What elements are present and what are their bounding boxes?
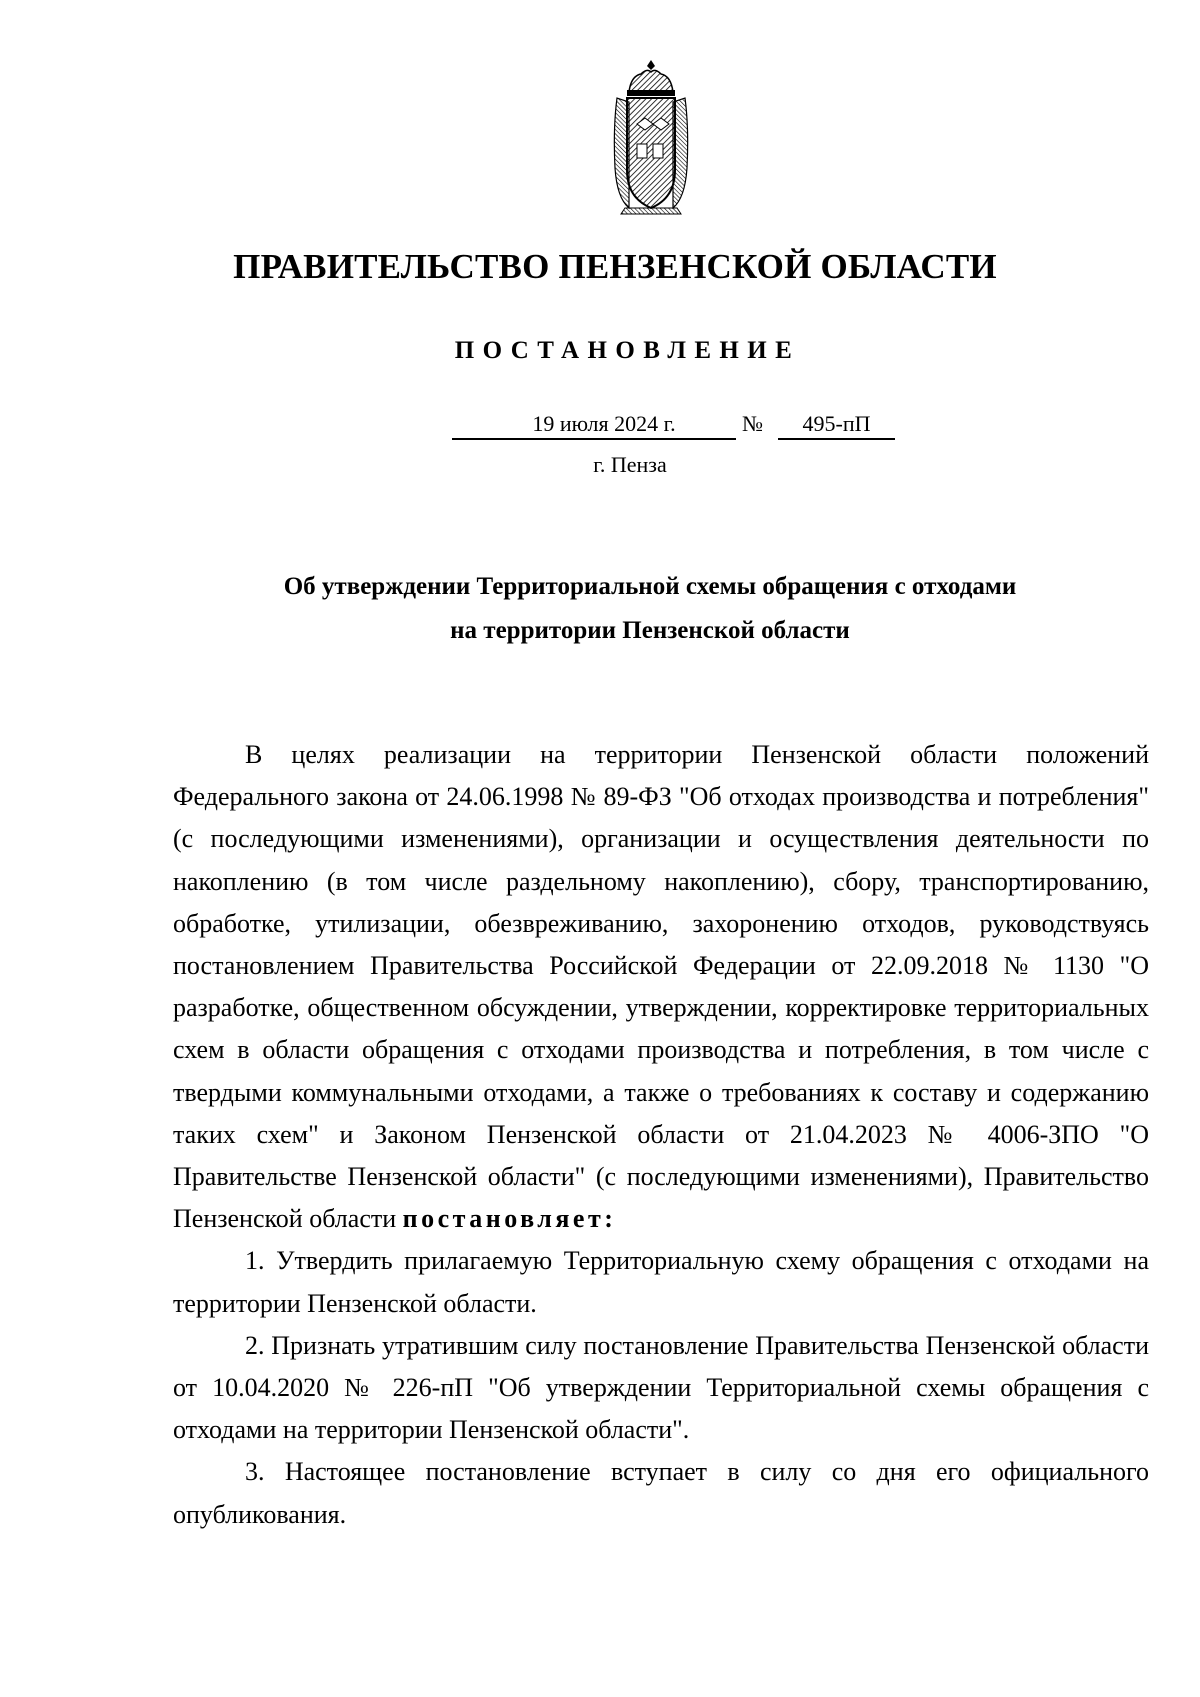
- document-number: 495-пП: [778, 410, 895, 440]
- item-1: 1. Утвердить прилагаемую Территориальную схему обращения с отходами на территории Пензенской области.: [173, 1246, 1149, 1318]
- document-subject: [150, 565, 1150, 653]
- coat-of-arms-icon: [607, 58, 695, 216]
- document-date: 19 июля 2024 г.: [452, 410, 736, 440]
- number-sign: №: [742, 411, 763, 436]
- city: г. Пенза: [593, 452, 667, 477]
- resolves-word: постановляет:: [402, 1204, 617, 1234]
- subject-line-1: Об утверждении Территориальной схемы обращения с отходами: [283, 573, 1017, 600]
- preamble-paragraph: [173, 734, 1149, 1240]
- item-3: 3. Настоящее постановление вступает в силу со дня его официального опубликования.: [173, 1457, 1149, 1529]
- document-body: [173, 734, 1149, 1536]
- organization-title: ПРАВИТЕЛЬСТВО ПЕНЗЕНСКОЙ ОБЛАСТИ: [233, 247, 997, 286]
- subject-line-2: на территории Пензенской области: [450, 617, 850, 644]
- item-2: 2. Признать утратившим силу постановление Правительства Пензенской области от 10.04.2020 № 226-пП "Об утверждении Территориальной схемы обращения с отходами на территории Пензенской области".: [173, 1330, 1149, 1445]
- preamble-text: В целях реализации на территории Пензенской области положений Федерального закона от 24.06.1998 № 89-ФЗ "Об отходах производства и потребления" (с последующими изменениями), организации и осуществления деятельности по накоплению (в том числе раздельному накоплению), сбору, транспортированию, обработке, утилизации, обезвреживанию, захоронению отходов, руководствуясь постановлением Правительства Российской Федерации от 22.09.2018 № 1130 "О разработке, общественном обсуждении, утверждении, корректировке территориальных схем в области обращения с отходами производства и потребления, в том числе с твердыми коммунальными отходами, а также о требованиях к составу и содержанию таких схем" и Законом Пензенской области от 21.04.2023 № 4006-ЗПО "О Правительстве Пензенской области" (с последующими изменениями), Правительство Пензенской области: [173, 740, 1149, 1234]
- document-type: ПОСТАНОВЛЕНИЕ: [454, 337, 801, 364]
